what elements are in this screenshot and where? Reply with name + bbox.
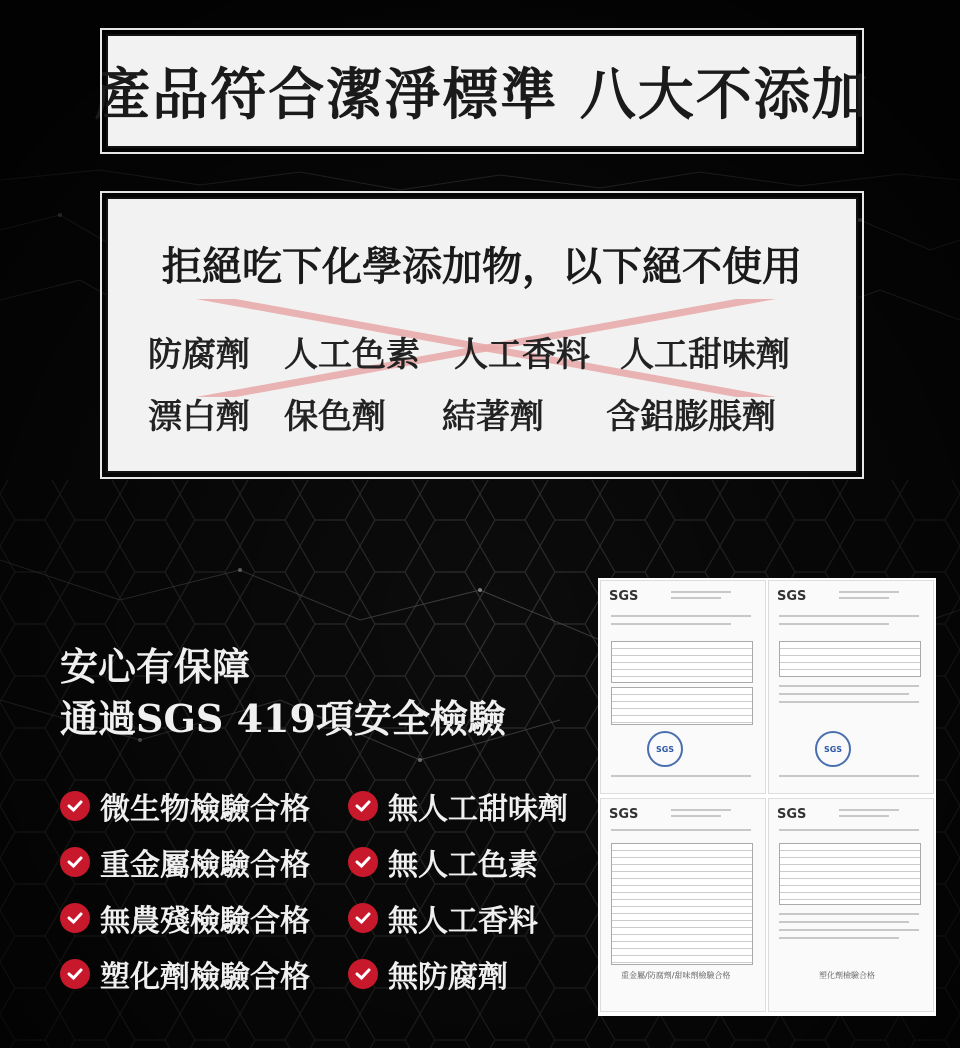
check-item: 無農殘檢驗合格 [60,896,310,940]
additive-item: 漂白劑 [148,397,250,437]
additive-item: 人工色素 [284,335,420,375]
additive-item: 防腐劑 [148,335,250,375]
check-item: 無人工香料 [348,896,538,940]
check-circle-icon [348,791,378,821]
additive-item: 結著劑 [442,397,544,437]
check-circle-icon [348,959,378,989]
additive-item: 人工香料 [454,335,590,375]
report-footnote: 塑化劑檢驗合格 [819,971,875,980]
assurance-subtitle: 通過SGS 419項安全檢驗 [60,696,506,741]
sgs-logo: SGS [609,589,639,604]
headline-banner [94,34,870,148]
report-footnote: 重金屬/防腐劑/甜味劑檢驗合格 [621,971,731,980]
check-circle-icon [348,903,378,933]
check-item: 重金屬檢驗合格 [60,840,310,884]
additive-item: 保色劑 [284,397,386,437]
check-item: 塑化劑檢驗合格 [60,952,310,996]
check-circle-icon [60,903,90,933]
sgs-seal-icon: SGS [647,731,683,767]
headline-text: 產品符合潔淨標準 八大不添加 [94,62,870,128]
additive-item: 人工甜味劑 [620,335,790,375]
check-item: 無人工甜味劑 [348,784,568,828]
check-item: 無防腐劑 [348,952,508,996]
check-item: 無人工色素 [348,840,538,884]
sgs-seal-icon: SGS [815,731,851,767]
check-circle-icon [60,791,90,821]
check-circle-icon [60,847,90,877]
sgs-report-image [600,580,766,794]
sgs-logo: SGS [609,807,639,822]
assurance-title: 安心有保障 [60,644,251,689]
sgs-report-image [600,798,766,1012]
sgs-logo: SGS [777,807,807,822]
check-circle-icon [60,959,90,989]
check-item: 微生物檢驗合格 [60,784,310,828]
sgs-report-collage [598,578,936,1016]
check-circle-icon [348,847,378,877]
additive-item: 含鋁膨脹劑 [606,397,776,437]
sgs-report-image [768,798,934,1012]
sgs-logo: SGS [777,589,807,604]
sgs-report-image [768,580,934,794]
additives-panel [106,197,858,473]
additives-heading: 拒絕吃下化學添加物，以下絕不使用 [162,243,802,290]
